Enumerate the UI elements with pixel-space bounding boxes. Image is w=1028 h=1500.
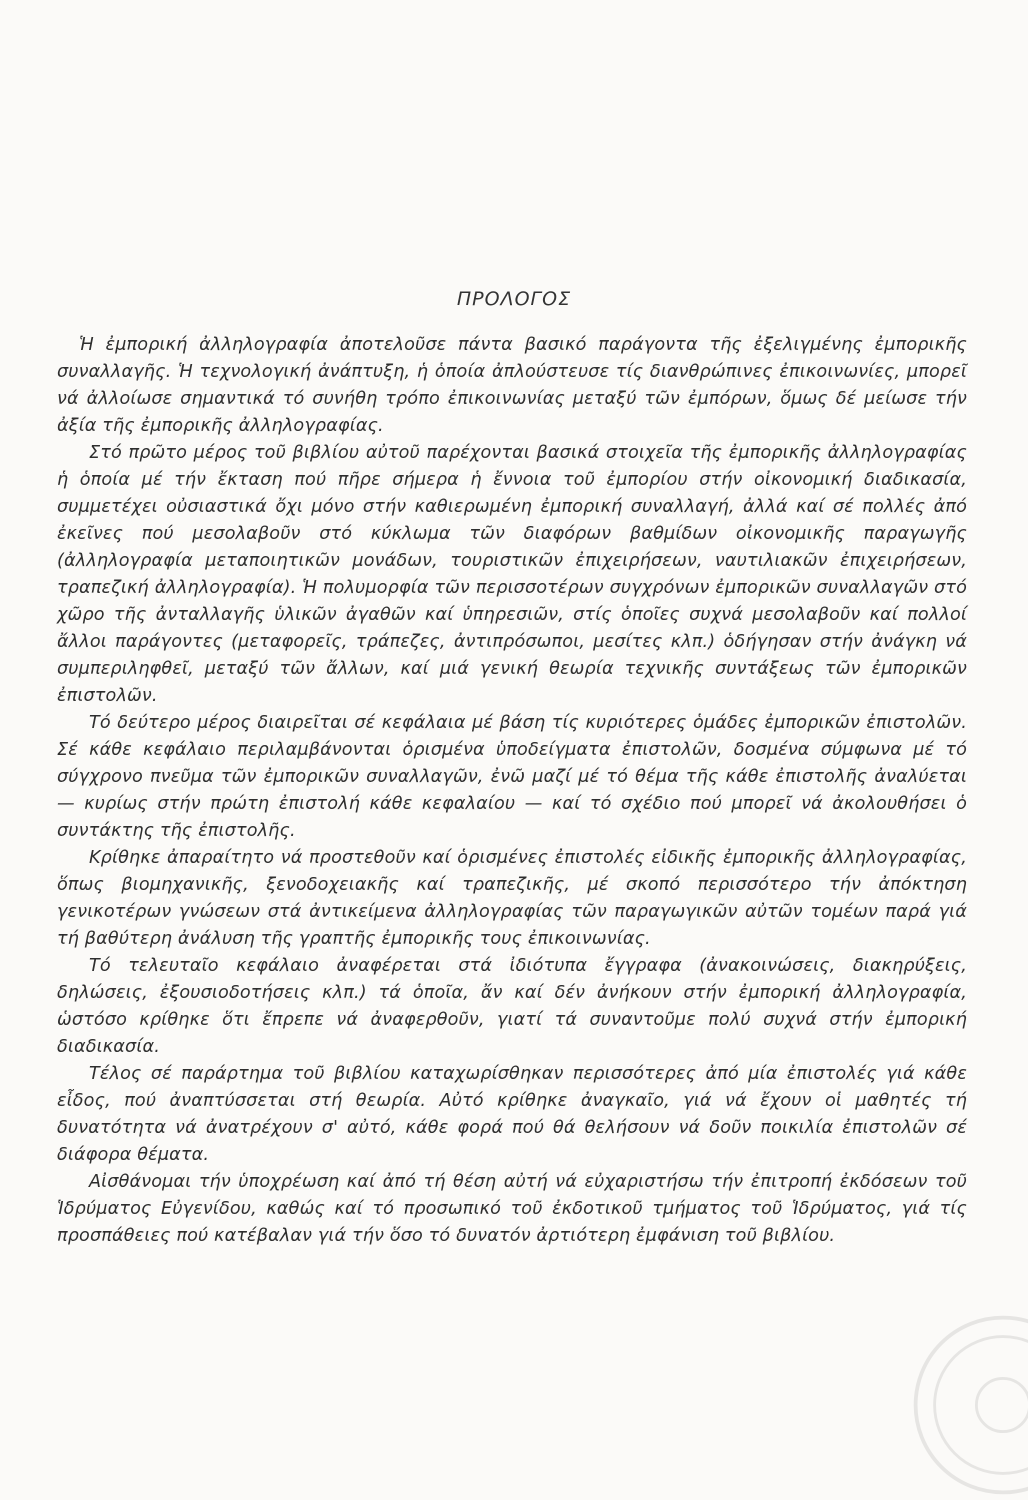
paragraph: Τέλος σέ παράρτημα τοῦ βιβλίου καταχωρίσθηκαν περισσότερες ἀπό μία ἐπιστολές γιά κάθε εἶδος, πού ἀναπτύσσεται στή θεωρία. Αὐτό κρίθηκε ἀναγκαῖο, γιά νά ἔχουν οἱ μαθητές τή δυνατότητα νά ἀνατρέχουν σ' αὐτό, κάθε φορά πού θά θελήσουν νά δοῦν ποικιλία ἐπιστολῶν σέ διάφορα θέματα.	[57, 1064, 967, 1165]
paragraph: Αἰσθάνομαι τήν ὑποχρέωση καί ἀπό τή θέση αὐτή νά εὐχαριστήσω τήν ἐπιτροπή ἐκδόσεων τοῦ Ἱδρύματος Εὐγενίδου, καθώς καί τό προσωπικό τοῦ ἐκδοτικοῦ τμήματος τοῦ Ἱδρύματος, γιά τίς προσπάθειες πού κατέβαλαν γιά τήν ὅσο τό δυνατόν ἀρτιότερη ἐμφάνιση τοῦ βιβλίου.	[57, 1172, 967, 1246]
preface-body	[57, 332, 967, 1250]
paragraph: Τό δεύτερο μέρος διαιρεῖται σέ κεφάλαια μέ βάση τίς κυριότερες ὁμάδες ἐμπορικῶν ἐπιστολῶν. Σέ κάθε κεφάλαιο περιλαμβάνονται ὁρισμένα ὑποδείγματα ἐπιστολῶν, δοσμένα σύμφωνα μέ τό σύγχρονο πνεῦμα τῶν ἐμπορικῶν συναλλαγῶν, ἐνῶ μαζί μέ τό θέμα τῆς κάθε ἐπιστολῆς ἀναλύεται — κυρίως στήν πρώτη ἐπιστολή κάθε κεφαλαίου — καί τό σχέδιο πού μπορεῖ νά ἀκολουθήσει ὁ συντάκτης τῆς ἐπιστολῆς.	[57, 713, 967, 841]
paragraph: Ἡ ἐμπορική ἀλληλογραφία ἀποτελοῦσε πάντα βασικό παράγοντα τῆς ἐξελιγμένης ἐμπορικῆς συναλλαγῆς. Ἡ τεχνολογική ἀνάπτυξη, ἡ ὁποία ἀπλούστευσε τίς διανθρώπινες ἐπικοινωνίες, μπορεῖ νά ἀλλοίωσε σημαντικά τό συνήθη τρόπο ἐπικοινωνίας μεταξύ τῶν ἐμπόρων, ὅμως δέ μείωσε τήν ἀξία τῆς ἐμπορικῆς ἀλληλογραφίας.	[57, 335, 967, 436]
paragraph: Στό πρῶτο μέρος τοῦ βιβλίου αὐτοῦ παρέχονται βασικά στοιχεῖα τῆς ἐμπορικῆς ἀλληλογραφίας ἡ ὁποία μέ τήν ἔκταση πού πῆρε σήμερα ἡ ἔννοια τοῦ ἐμπορίου στήν οἰκονομική διαδικασία, συμμετέχει οὐσιαστικά ὄχι μόνο στήν καθιερωμένη ἐμπορική συναλλαγή, ἀλλά καί σέ πολλές ἀπό ἐκεῖνες πού μεσολαβοῦν στό κύκλωμα τῶν διαφόρων βαθμίδων οἰκονομικῆς παραγωγῆς (ἀλληλογραφία μεταποιητικῶν μονάδων, τουριστικῶν ἐπιχειρήσεων, ναυτιλιακῶν ἐπιχειρήσεων, τραπεζική ἀλληλογραφία). Ἡ πολυμορφία τῶν περισσοτέρων συγχρόνων ἐμπορικῶν συναλλαγῶν στό χῶρο τῆς ἀνταλλαγῆς ὑλικῶν ἀγαθῶν καί ὑπηρεσιῶν, στίς ὁποῖες συχνά μεσολαβοῦν καί πολλοί ἄλλοι παράγοντες (μεταφορεῖς, τράπεζες, ἀντιπρόσωποι, μεσίτες κλπ.) ὁδήγησαν στήν ἀνάγκη νά συμπεριληφθεῖ, μεταξύ τῶν ἄλλων, καί μιά γενική θεωρία τεχνικῆς συντάξεως τῶν ἐμπορικῶν ἐπιστολῶν.	[57, 443, 967, 706]
paragraph: Κρίθηκε ἀπαραίτητο νά προστεθοῦν καί ὁρισμένες ἐπιστολές εἰδικῆς ἐμπορικῆς ἀλληλογραφίας, ὅπως βιομηχανικῆς, ξενοδοχειακῆς καί τραπεζικῆς, μέ σκοπό περισσότερο τήν ἀπόκτηση γενικοτέρων γνώσεων στά ἀντικείμενα ἀλληλογραφίας τῶν παραγωγικῶν αὐτῶν τομέων παρά γιά τή βαθύτερη ἀνάλυση τῆς γραπτῆς ἐμπορικῆς τους ἐπικοινωνίας.	[57, 848, 967, 949]
library-seal-icon	[908, 1310, 1028, 1500]
paragraph: Τό τελευταῖο κεφάλαιο ἀναφέρεται στά ἰδιότυπα ἔγγραφα (ἀνακοινώσεις, διακηρύξεις, δηλώσεις, ἐξουσιοδοτήσεις κλπ.) τά ὁποῖα, ἄν καί δέν ἀνήκουν στήν ἐμπορική ἀλληλογραφία, ὡστόσο κρίθηκε ὅτι ἔπρεπε νά ἀναφερθοῦν, γιατί τά συναντοῦμε πολύ συχνά στήν ἐμπορική διαδικασία.	[57, 956, 967, 1057]
page-title: ΠΡΟΛΟΓΟΣ	[456, 288, 572, 310]
